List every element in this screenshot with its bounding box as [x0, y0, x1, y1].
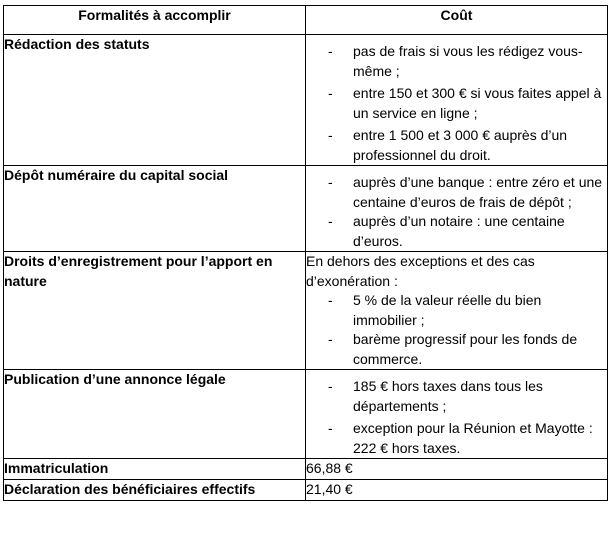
- cost-list-item: - 185 € hors taxes dans tous les départements ;: [306, 377, 607, 416]
- table-row-depot-capital: [4, 166, 608, 252]
- cost-list: [306, 377, 607, 458]
- table-row-droits-enregistrement: [4, 252, 608, 370]
- cost-list: [306, 291, 607, 369]
- row-label: Déclaration des bénéficiaires effectifs: [4, 480, 306, 501]
- table-row-immatriculation: [4, 459, 608, 480]
- row-cost-cell: [306, 35, 608, 166]
- table-row-redaction-statuts: [4, 35, 608, 166]
- column-header-cout: Coût: [306, 6, 608, 35]
- row-label: Immatriculation: [4, 459, 306, 480]
- row-label: Rédaction des statuts: [4, 35, 306, 166]
- cost-list-item: - entre 150 et 300 € si vous faites appel à un service en ligne ;: [306, 84, 607, 123]
- cost-list-item: - entre 1 500 et 3 000 € auprès d’un professionnel du droit.: [306, 126, 607, 165]
- cost-list: [306, 42, 607, 165]
- cost-list: [306, 173, 607, 251]
- cost-list-item: - auprès d’un notaire : une centaine d’euros.: [306, 212, 607, 251]
- row-label: Publication d’une annonce légale: [4, 370, 306, 459]
- table-row-annonce-legale: [4, 370, 608, 459]
- cost-list-item: - barème progressif pour les fonds de commerce.: [306, 330, 607, 369]
- row-label: Dépôt numéraire du capital social: [4, 166, 306, 252]
- row-label: Droits d’enregistrement pour l’apport en nature: [4, 252, 306, 370]
- column-header-formalites: Formalités à accomplir: [4, 6, 306, 35]
- cost-intro-text: En dehors des exceptions et des cas d’exonération :: [306, 253, 535, 289]
- cost-list-item: - 5 % de la valeur réelle du bien immobilier ;: [306, 291, 607, 330]
- cost-list-item: - pas de frais si vous les rédigez vous-même ;: [306, 42, 607, 81]
- row-cost-cell: [306, 370, 608, 459]
- cost-list-item: - auprès d’une banque : entre zéro et une centaine d’euros de frais de dépôt ;: [306, 173, 607, 212]
- formalities-cost-table: [3, 5, 608, 501]
- cost-list-item: - exception pour la Réunion et Mayotte : 222 € hors taxes.: [306, 419, 607, 458]
- table-header-row: [4, 6, 608, 35]
- row-cost-cell: [306, 166, 608, 252]
- row-cost-value: 66,88 €: [306, 459, 608, 480]
- table-row-declaration-beneficiaires: [4, 480, 608, 501]
- row-cost-value: 21,40 €: [306, 480, 608, 501]
- row-cost-cell: [306, 252, 608, 370]
